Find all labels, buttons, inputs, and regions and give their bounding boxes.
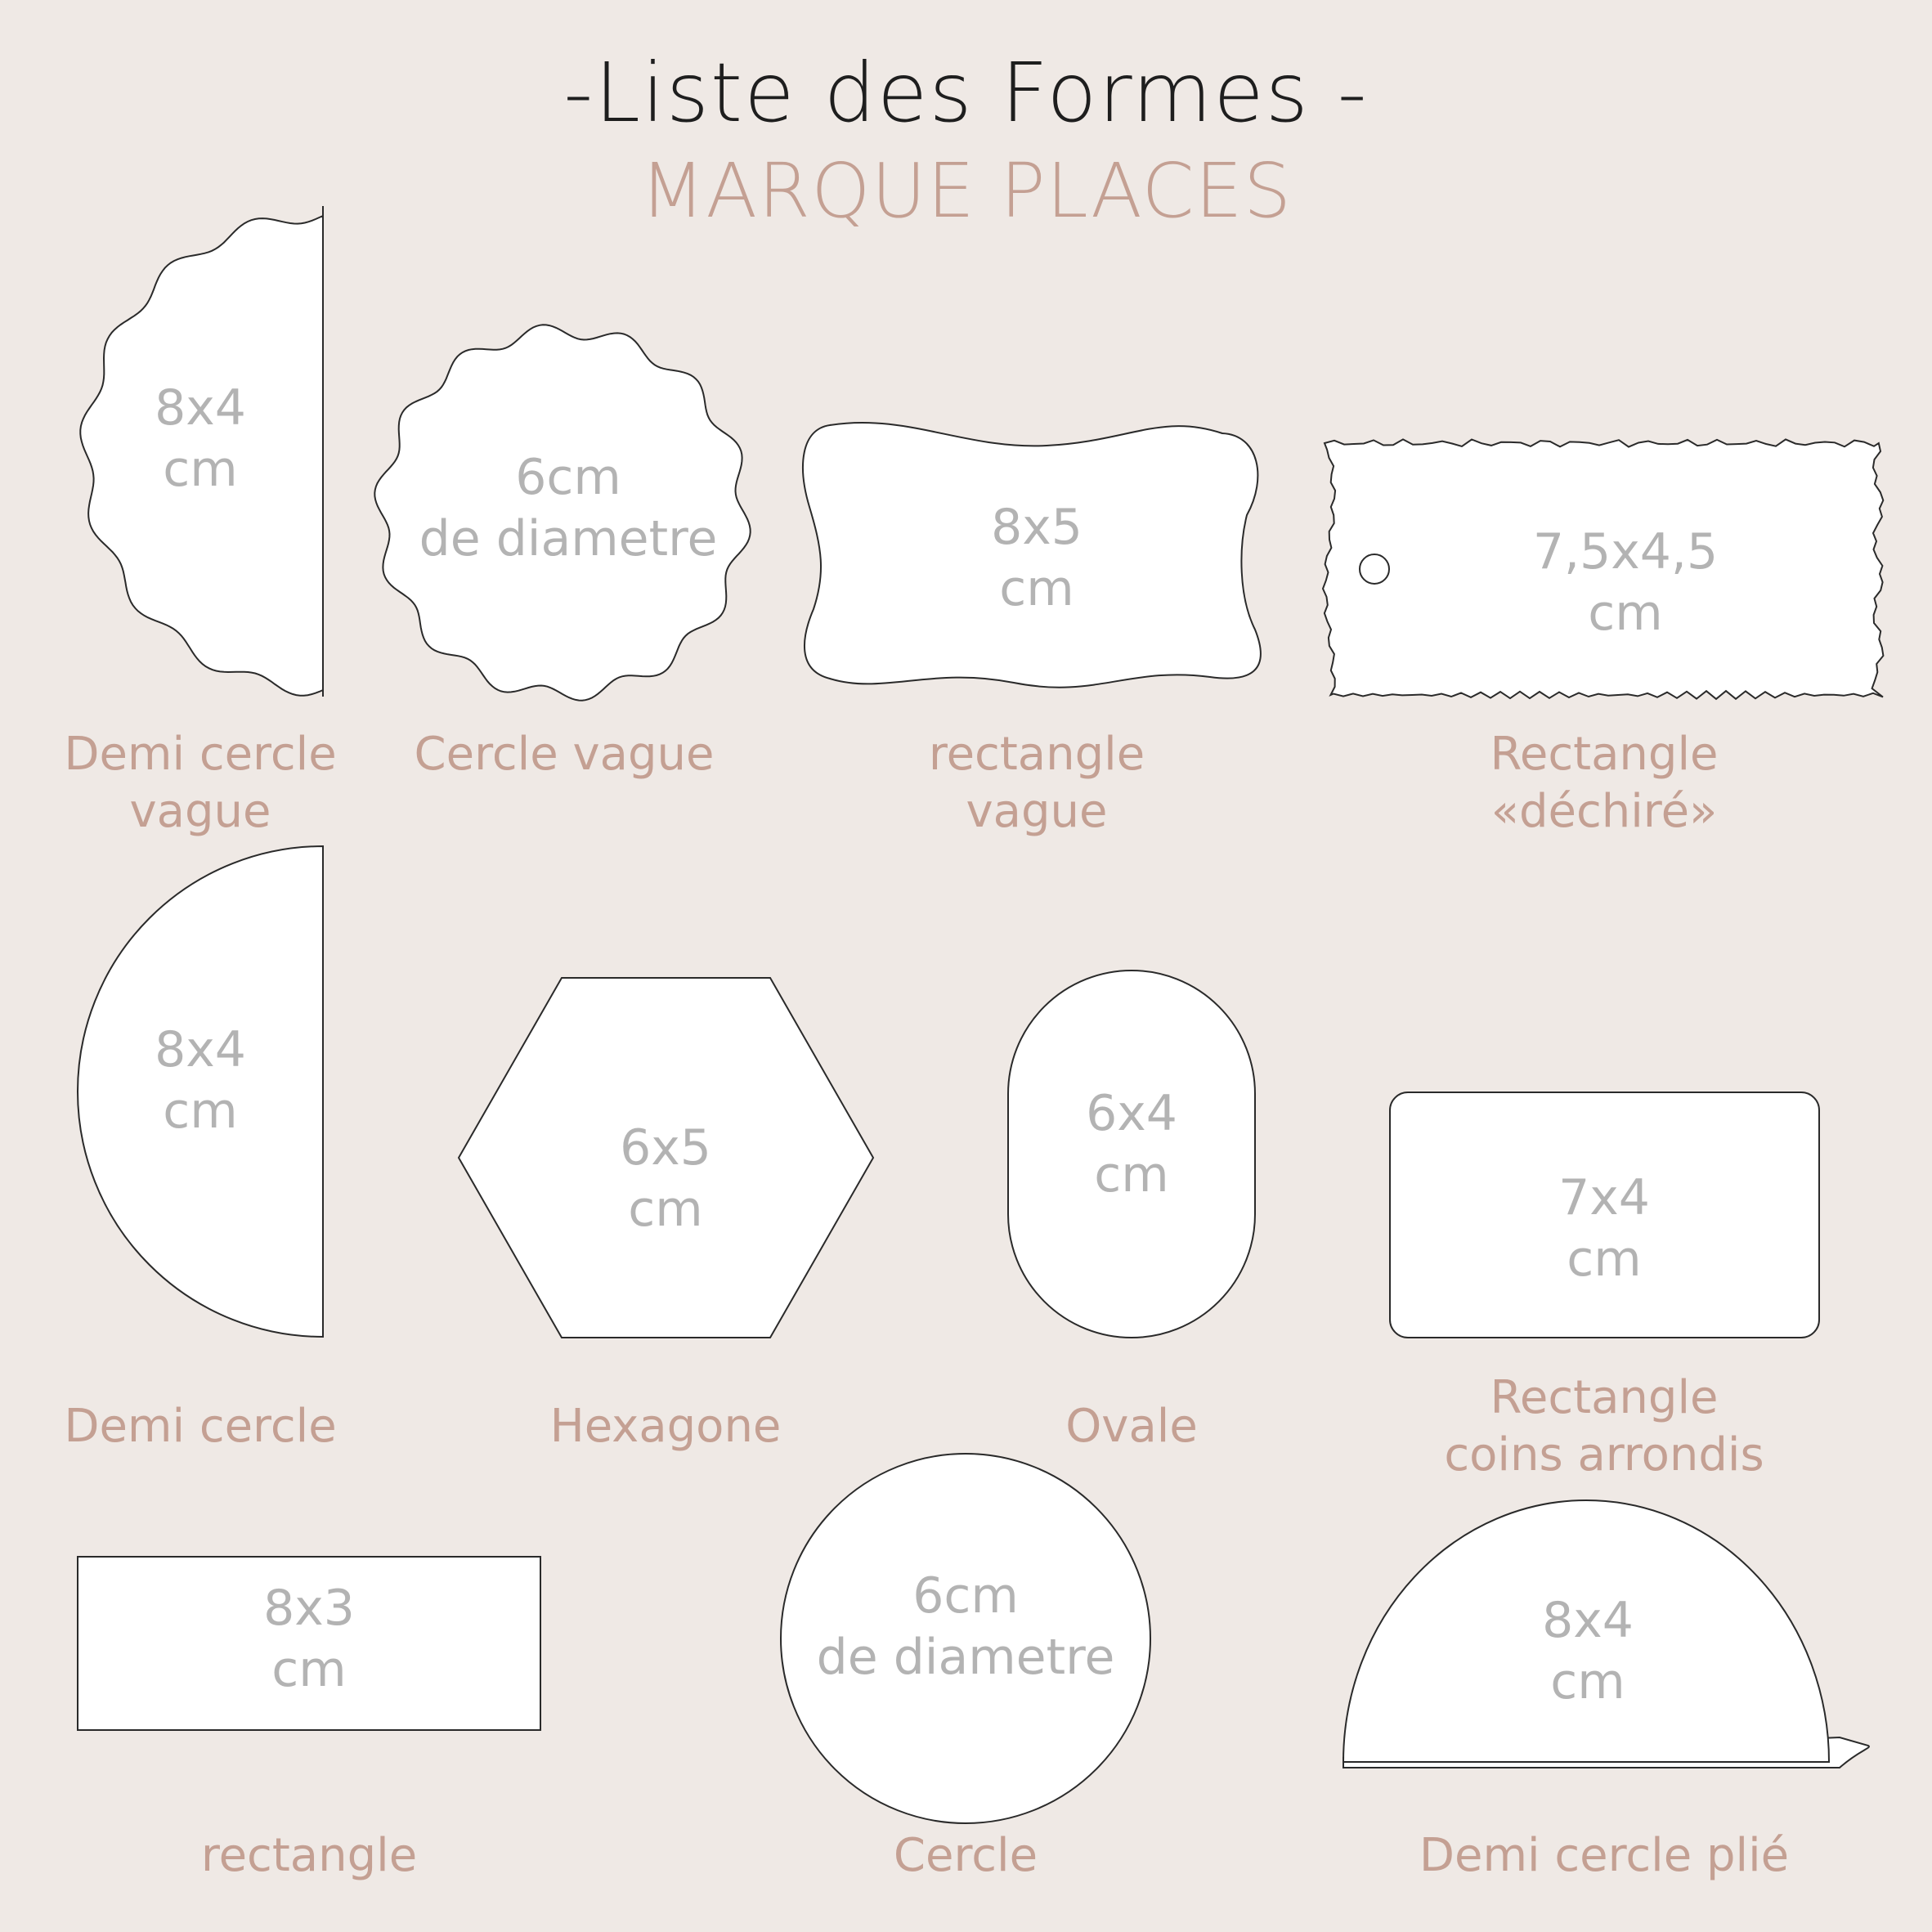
size-text: 8x4 cm [155,1021,246,1140]
size-text: 6x5 cm [620,1119,711,1238]
size-text: 8x4 cm [155,379,246,498]
tag-hole [1360,554,1389,584]
shape-label: Ovale [1065,1400,1198,1453]
size-text: 6cm de diametre [816,1567,1115,1686]
shape-label: Demi cercle [64,1400,337,1453]
shape-label: Hexagone [549,1400,782,1453]
shape-label: Demi cercle vague [64,728,337,838]
shape-label: Cercle vague [414,728,715,781]
shape-label: Rectangle «déchiré» [1490,728,1719,838]
size-text: 6x4 cm [1086,1085,1177,1204]
size-text: 8x4 cm [1542,1592,1634,1710]
shape-label: rectangle [200,1829,418,1882]
size-text: 8x3 cm [263,1580,355,1698]
page-title: -Liste des Formes - [563,45,1369,141]
shape-label: rectangle vague [928,728,1145,838]
size-text: 7,5x4,5 cm [1532,523,1719,642]
shape-label: Demi cercle plié [1419,1829,1790,1882]
shape-label: Rectangle coins arrondis [1444,1371,1764,1481]
size-text: 8x5 cm [991,499,1083,617]
shape-label: Cercle [893,1829,1038,1882]
size-text: 7x4 cm [1558,1169,1650,1288]
size-text: 6cm de diametre [419,449,718,567]
page-subtitle: MARQUE PLACES [639,147,1293,235]
